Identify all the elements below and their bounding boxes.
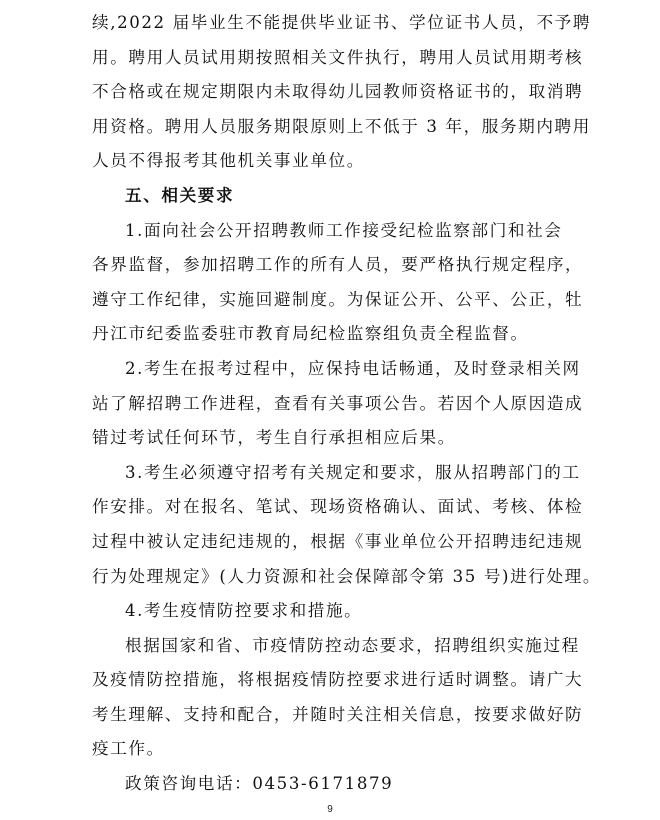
paragraph-start: 根据国家和省、市疫情防控动态要求，招聘组织实施过程	[125, 635, 580, 655]
text-line: 用资格。聘用人员服务期限原则上不低于 3 年，服务期内聘用	[92, 116, 591, 136]
text-line: 疫工作。	[92, 739, 165, 759]
paragraph-start: 1.面向社会公开招聘教师工作接受纪检监察部门和社会	[125, 220, 563, 240]
text-line: 丹江市纪委监委驻市教育局纪检监察组负责全程监督。	[92, 324, 529, 344]
text-line: 站了解招聘工作进程，查看有关事项公告。若因个人原因造成	[92, 393, 584, 413]
paragraph-start: 4.考生疫情防控要求和措施。	[125, 601, 363, 621]
text-line: 作安排。对在报名、笔试、现场资格确认、面试、考核、体检	[92, 497, 584, 517]
text-line: 及疫情防控措施，将根据疫情防控要求进行适时调整。请广大	[92, 670, 584, 690]
paragraph-start: 2.考生在报考过程中，应保持电话畅通，及时登录相关网	[125, 358, 581, 378]
text-line: 考生理解、支持和配合，并随时关注相关信息，按要求做好防	[92, 704, 584, 724]
text-line: 过程中被认定违纪违规的，根据《事业单位公开招聘违纪违规	[92, 531, 584, 551]
text-line: 各界监督，参加招聘工作的所有人员，要严格执行规定程序，	[92, 255, 584, 275]
text-line: 续,2022 届毕业生不能提供毕业证书、学位证书人员，不予聘	[92, 13, 592, 32]
page-number: 9	[327, 804, 333, 815]
text-line: 不合格或在规定期限内未取得幼儿园教师资格证书的，取消聘	[92, 82, 584, 102]
text-line: 人员不得报考其他机关事业单位。	[92, 151, 365, 171]
body-text	[92, 6, 602, 802]
text-line: 行为处理规定》(人力资源和社会保障部令第 35 号)进行处理。	[92, 566, 602, 586]
paragraph-start: 3.考生必须遵守招考有关规定和要求，服从招聘部门的工	[125, 462, 581, 482]
text-line: 错过考试任何环节，考生自行承担相应后果。	[92, 428, 456, 448]
section-heading: 五、相关要求	[125, 185, 235, 205]
text-line: 遵守工作纪律，实施回避制度。为保证公开、公平、公正，牡	[92, 289, 584, 309]
contact-phone: 政策咨询电话：0453-6171879	[125, 774, 394, 794]
text-line: 用。聘用人员试用期按照相关文件执行，聘用人员试用期考核	[92, 47, 584, 67]
